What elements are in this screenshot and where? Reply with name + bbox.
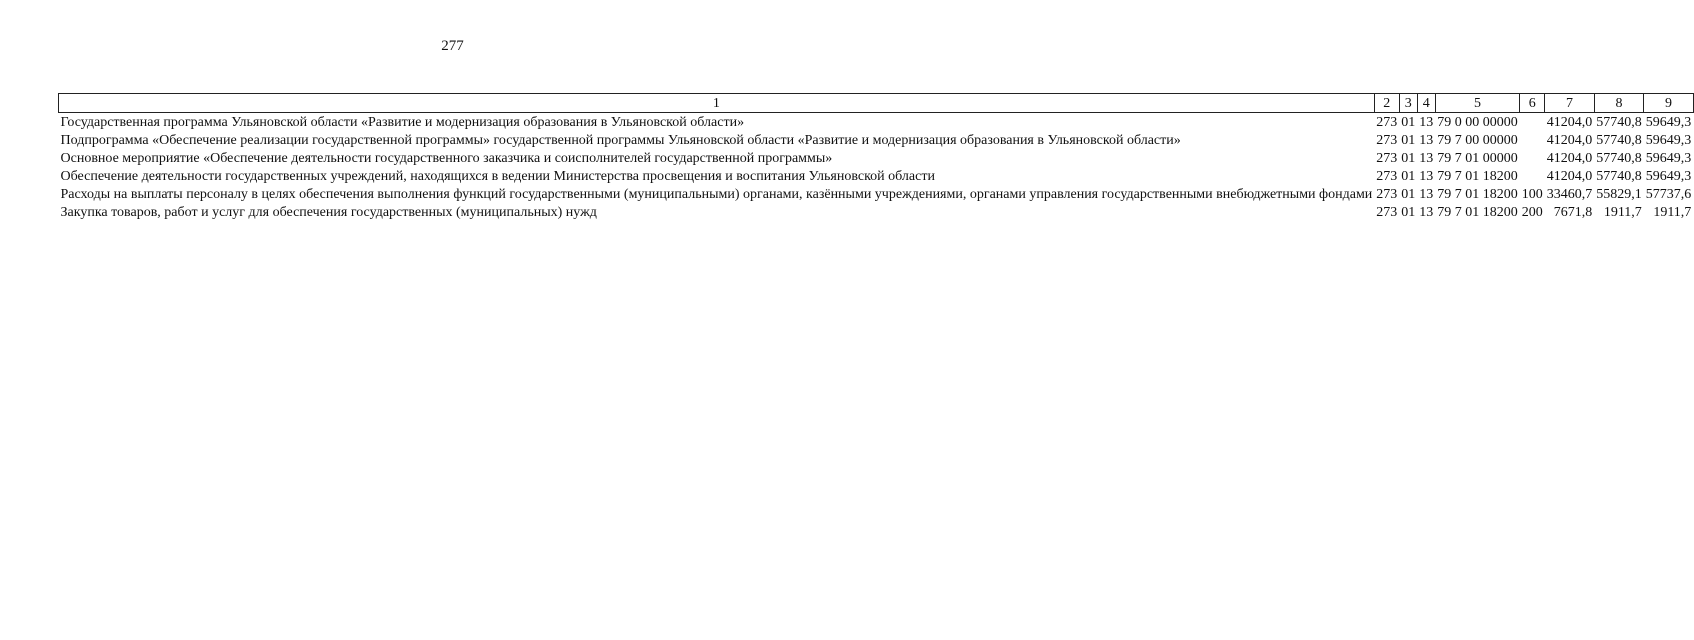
cell-amount-8: 57740,8 [1596,133,1642,148]
column-header: 4 [1417,94,1435,113]
row-name: Расходы на выплаты персоналу в целях обеспечения выполнения функций государственными (муниципальными) органами, казёнными учреждениями, органами управления государственными внебюджетными фондами [60,187,1373,202]
cell-expense-type: 100 [1521,187,1543,202]
cell-subsection: 13 [1419,169,1434,184]
table-row [59,131,1694,149]
column-header: 6 [1520,94,1545,113]
cell-amount-8: 57740,8 [1596,151,1642,166]
cell-ministry-code: 273 [1376,187,1398,202]
cell-section: 01 [1401,115,1416,130]
row-name: Подпрограмма «Обеспечение реализации государственной программы» государственной программы Ульяновской области «Развитие и модернизация образования в Ульяновской области» [60,133,1181,148]
cell-ministry-code: 273 [1376,133,1398,148]
table-row [59,149,1694,167]
cell-amount-8: 55829,1 [1596,187,1642,202]
table-header-row [59,94,1694,113]
cell-amount-9: 59649,3 [1645,133,1692,148]
cell-section: 01 [1401,169,1416,184]
column-header: 7 [1545,94,1595,113]
page-number: 277 [441,38,464,54]
cell-amount-9: 1911,7 [1653,205,1692,220]
cell-section: 01 [1401,151,1416,166]
budget-table [58,93,1694,221]
row-name: Закупка товаров, работ и услуг для обеспечения государственных (муниципальных) нужд [60,205,597,220]
cell-subsection: 13 [1419,205,1434,220]
cell-subsection: 13 [1419,115,1434,130]
cell-amount-8: 1911,7 [1603,205,1642,220]
table-row [59,167,1694,185]
column-header: 5 [1435,94,1520,113]
column-header: 9 [1644,94,1694,113]
cell-expense-type [1520,113,1545,132]
cell-amount-7: 41204,0 [1546,133,1593,148]
cell-amount-8: 57740,8 [1596,169,1642,184]
row-name: Государственная программа Ульяновской области «Развитие и модернизация образования в Ульяновской области» [60,115,745,130]
cell-target-code: 79 0 00 00000 [1437,115,1518,130]
cell-section: 01 [1401,133,1416,148]
cell-ministry-code: 273 [1376,169,1398,184]
cell-subsection: 13 [1419,187,1434,202]
cell-amount-7: 7671,8 [1553,205,1593,220]
cell-expense-type: 200 [1521,205,1543,220]
cell-target-code: 79 7 01 18200 [1437,205,1518,220]
cell-amount-7: 41204,0 [1546,151,1593,166]
cell-ministry-code: 273 [1376,205,1398,220]
cell-amount-8: 57740,8 [1596,115,1642,130]
cell-amount-7: 41204,0 [1546,115,1593,130]
column-header: 2 [1374,94,1399,113]
cell-amount-9: 59649,3 [1645,115,1692,130]
table-row [59,113,1694,132]
cell-expense-type [1520,167,1545,185]
cell-amount-9: 57737,6 [1645,187,1692,202]
cell-expense-type [1520,149,1545,167]
table-row [59,185,1694,203]
table-row [59,203,1694,221]
cell-amount-9: 59649,3 [1645,151,1692,166]
column-header: 3 [1399,94,1417,113]
cell-expense-type [1520,131,1545,149]
cell-section: 01 [1401,205,1416,220]
column-header: 8 [1594,94,1644,113]
cell-target-code: 79 7 01 18200 [1437,187,1518,202]
cell-amount-7: 33460,7 [1546,187,1593,202]
cell-subsection: 13 [1419,151,1434,166]
cell-section: 01 [1401,187,1416,202]
cell-subsection: 13 [1419,133,1434,148]
cell-ministry-code: 273 [1376,115,1398,130]
row-name: Основное мероприятие «Обеспечение деятельности государственного заказчика и соисполнителей государственной программы» [60,151,833,166]
row-name: Обеспечение деятельности государственных учреждений, находящихся в ведении Министерства просвещения и воспитания Ульяновской области [60,169,935,184]
cell-target-code: 79 7 01 18200 [1437,169,1518,184]
cell-amount-9: 59649,3 [1645,169,1692,184]
cell-amount-7: 41204,0 [1546,169,1593,184]
cell-target-code: 79 7 01 00000 [1437,151,1518,166]
column-header: 1 [59,94,1375,113]
cell-target-code: 79 7 00 00000 [1437,133,1518,148]
cell-ministry-code: 273 [1376,151,1398,166]
